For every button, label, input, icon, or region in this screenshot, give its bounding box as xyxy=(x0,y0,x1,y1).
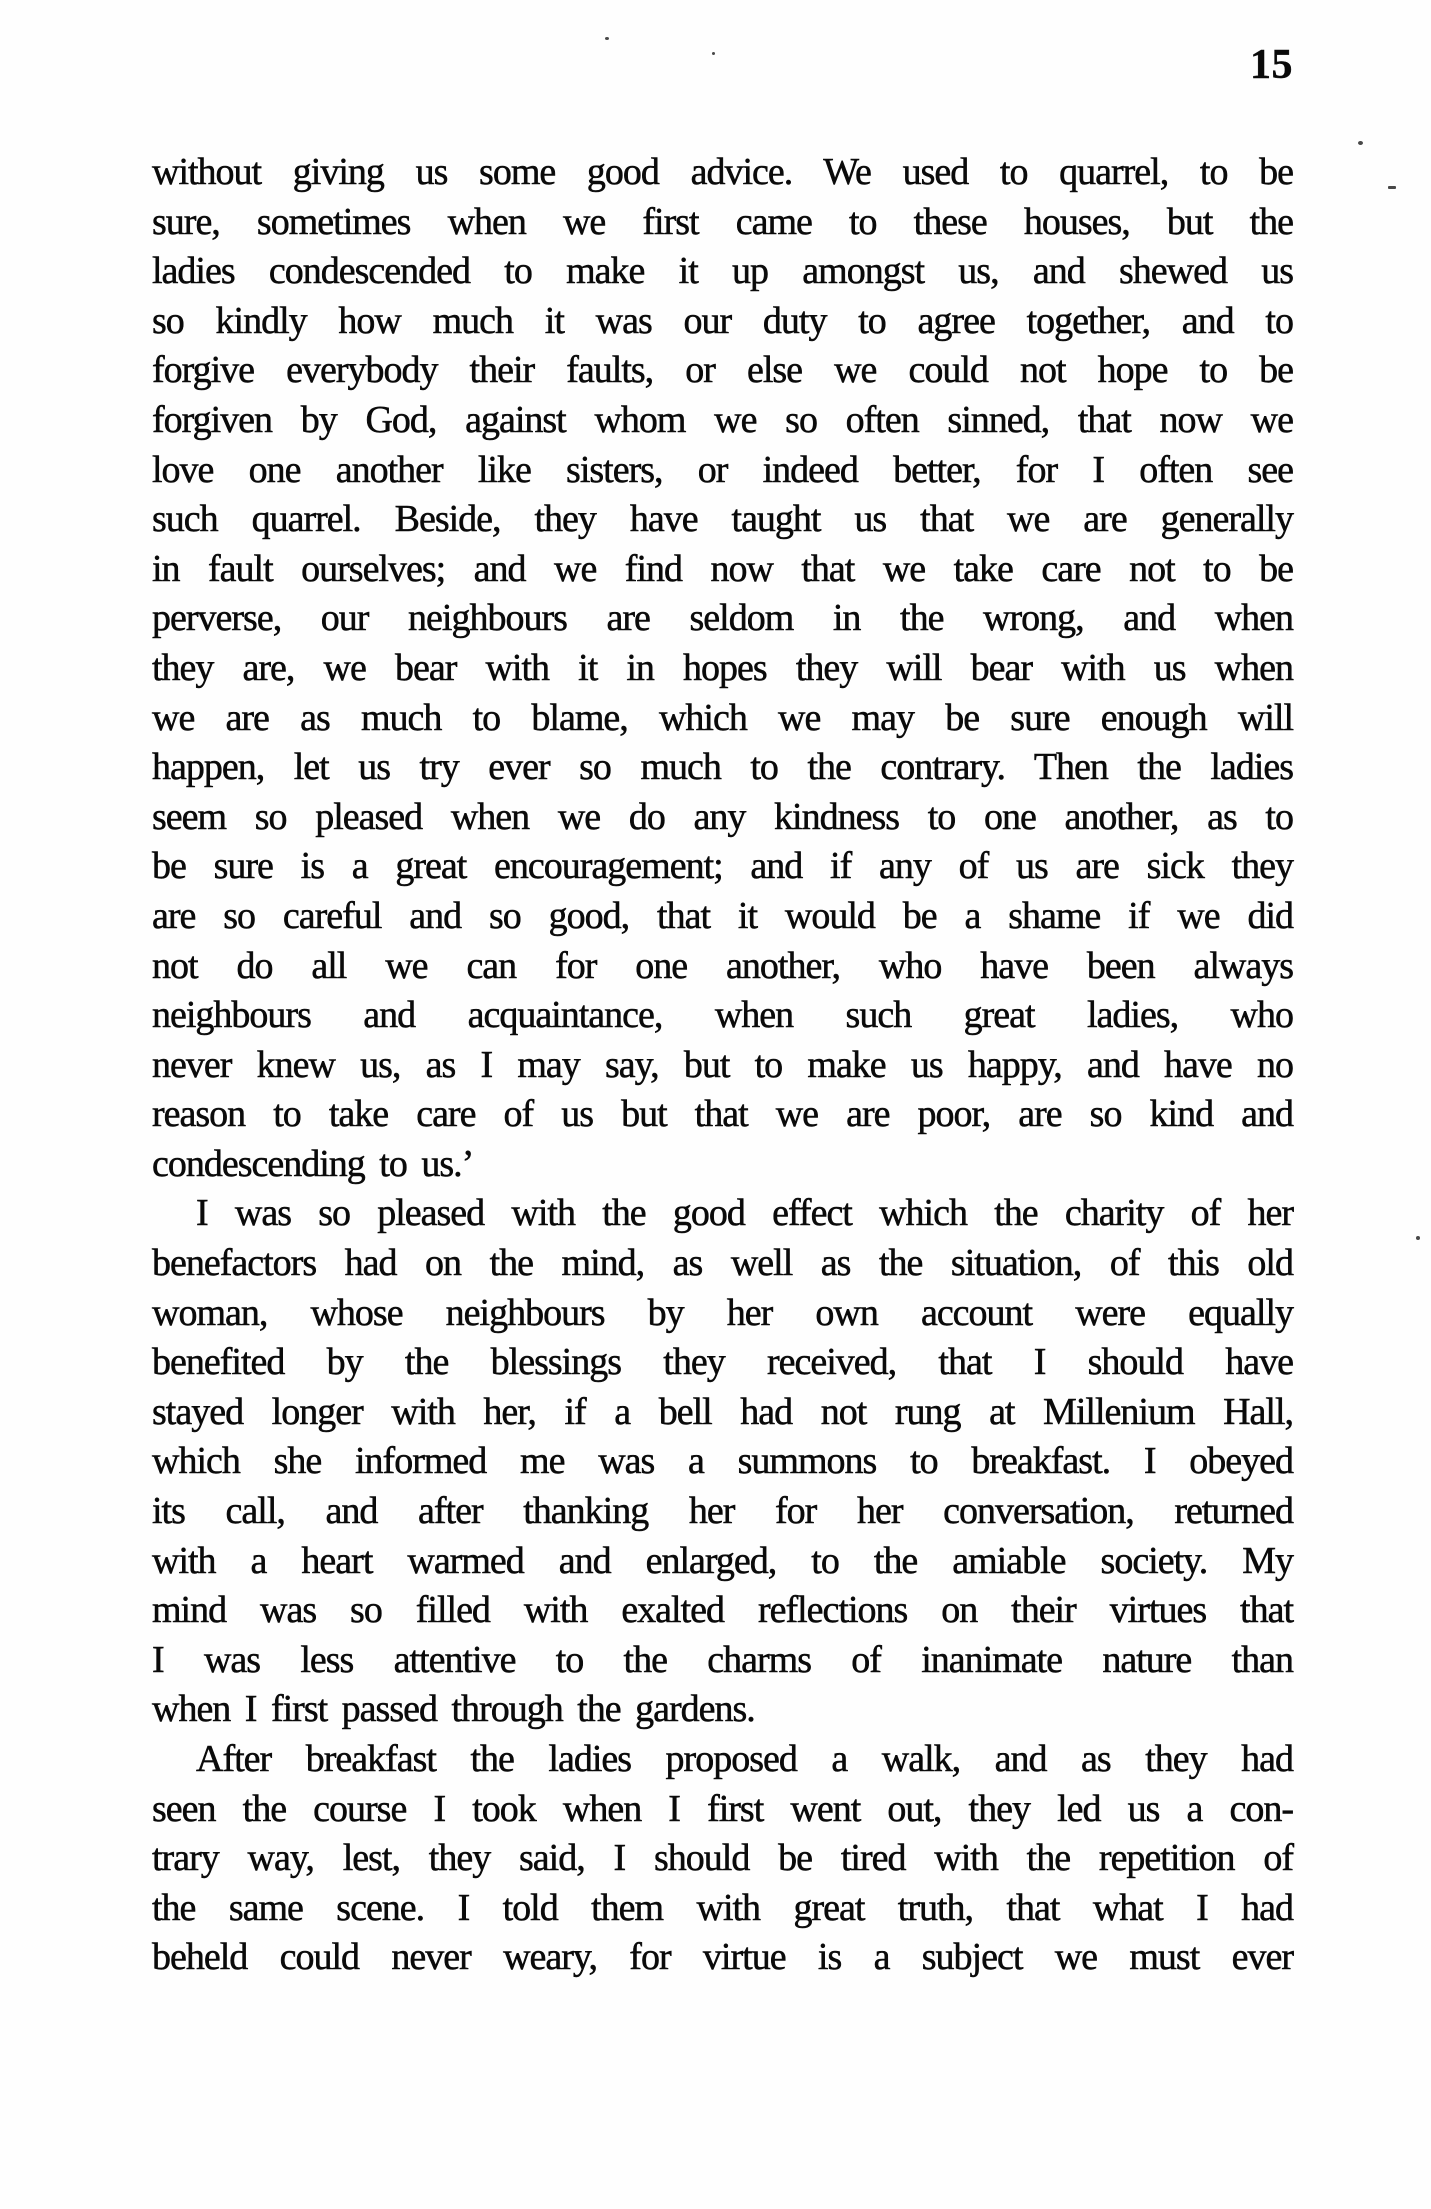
text-line: happen, let us try ever so much to the contrary. Then the ladies xyxy=(152,746,1293,789)
text-line: with a heart warmed and enlarged, to the amiable society. My xyxy=(152,1539,1293,1582)
scan-speck xyxy=(1358,141,1363,145)
text-line: I was less attentive to the charms of inanimate nature than xyxy=(152,1638,1293,1681)
text-line: beheld could never weary, for virtue is a subject we must ever xyxy=(152,1936,1293,1979)
text-line: benefactors had on the mind, as well as the situation, of this old xyxy=(152,1242,1293,1285)
text-line: stayed longer with her, if a bell had not rung at Millenium Hall, xyxy=(152,1390,1293,1433)
text-line: woman, whose neighbours by her own account were equally xyxy=(152,1291,1293,1334)
text-line: After breakfast the ladies proposed a walk, and as they had xyxy=(196,1738,1293,1780)
text-line: forgiven by God, against whom we so often sinned, that now we xyxy=(152,398,1293,441)
text-line: so kindly how much it was our duty to agree together, and to xyxy=(152,299,1293,342)
text-line: the same scene. I told them with great truth, that what I had xyxy=(152,1886,1293,1929)
page-number: 15 xyxy=(1250,42,1293,88)
text-line: which she informed me was a summons to breakfast. I obeyed xyxy=(152,1440,1293,1483)
scan-speck xyxy=(605,37,609,40)
text-line: sure, sometimes when we first came to these houses, but the xyxy=(152,200,1293,243)
text-line: without giving us some good advice. We used to quarrel, to be xyxy=(152,151,1293,193)
text-line: in fault ourselves; and we find now that we take care not to be xyxy=(152,547,1293,590)
text-line: forgive everybody their faults, or else we could not hope to be xyxy=(152,349,1293,392)
text-line: seen the course I took when I first went out, they led us a con- xyxy=(152,1787,1293,1830)
text-line: they are, we bear with it in hopes they will bear with us when xyxy=(152,646,1293,689)
scan-speck xyxy=(712,52,715,55)
text-line: I was so pleased with the good effect which the charity of her xyxy=(196,1192,1293,1235)
text-line: its call, and after thanking her for her conversation, returned xyxy=(152,1490,1293,1533)
text-line: ladies condescended to make it up amongst us, and shewed us xyxy=(152,250,1293,293)
text-line: love one another like sisters, or indeed better, for I often see xyxy=(152,448,1293,491)
text-line: mind was so filled with exalted reflections on their virtues that xyxy=(152,1589,1293,1632)
text-line: trary way, lest, they said, I should be tired with the repetition of xyxy=(152,1837,1293,1880)
scan-speck xyxy=(1416,1236,1420,1240)
text-line: condescending to us.’ xyxy=(152,1142,474,1185)
text-line: are so careful and so good, that it would be a shame if we did xyxy=(152,894,1293,937)
text-line: when I first passed through the gardens. xyxy=(152,1688,755,1731)
text-line: benefited by the blessings they received, that I should have xyxy=(152,1341,1293,1384)
text-line: be sure is a great encouragement; and if any of us are sick they xyxy=(152,845,1293,888)
page-text-block xyxy=(152,148,1293,1983)
text-line: reason to take care of us but that we are poor, are so kind and xyxy=(152,1093,1293,1136)
text-line: neighbours and acquaintance, when such great ladies, who xyxy=(152,994,1293,1037)
text-line: not do all we can for one another, who have been always xyxy=(152,944,1293,987)
text-line: we are as much to blame, which we may be sure enough will xyxy=(152,696,1293,739)
text-line: perverse, our neighbours are seldom in the wrong, and when xyxy=(152,597,1293,640)
text-line: seem so pleased when we do any kindness to one another, as to xyxy=(152,795,1293,838)
text-line: never knew us, as I may say, but to make us happy, and have no xyxy=(152,1043,1293,1086)
scan-speck xyxy=(1388,186,1396,189)
text-line: such quarrel. Beside, they have taught us that we are generally xyxy=(152,498,1293,541)
